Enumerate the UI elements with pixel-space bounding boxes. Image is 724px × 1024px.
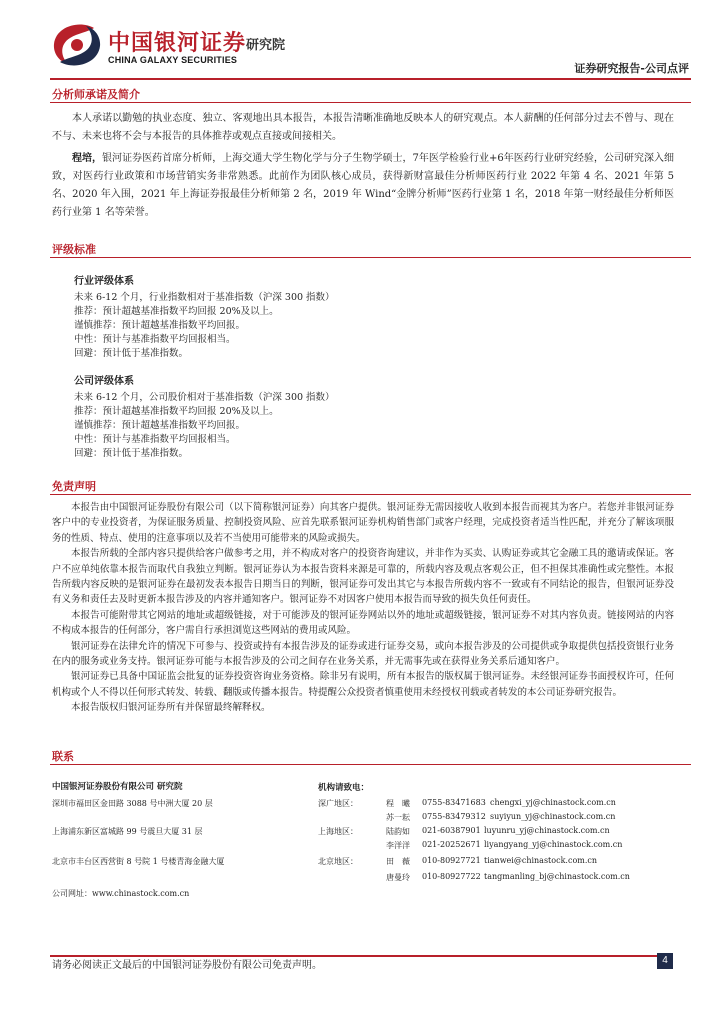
contact-name: 程 曦: [386, 799, 410, 808]
analyst-name: 程培，: [72, 153, 103, 164]
industry-rating-line: 推荐：预计超越基准指数平均回报 20%及以上。: [74, 306, 279, 317]
industry-rating-line: 中性：预计与基准指数平均回报相当。: [74, 334, 236, 345]
company-rating-line: 推荐：预计超越基准指数平均回报 20%及以上。: [74, 406, 279, 417]
company-rating-line: 谨慎推荐：预计超越基准指数平均回报。: [74, 420, 246, 431]
contact-phone: 0755-83479312: [422, 812, 486, 821]
region-beijing: 北京地区：: [318, 857, 358, 866]
company-website[interactable]: 公司网址：www.chinastock.com.cn: [52, 889, 190, 898]
industry-rating-title: 行业评级体系: [74, 276, 134, 287]
analyst-promise: 本人承诺以勤勉的执业态度、独立、客观地出具本报告，本报告清晰准确地反映本人的研究观点。本人薪酬的任何部分过去不曾与、现在不与、未来也将不会与本报告的具体推荐或观点直接或间接相关。: [52, 113, 674, 142]
industry-rating-line: 谨慎推荐：预计超越基准指数平均回报。: [74, 320, 246, 331]
contact-email[interactable]: suyiyun_yj@chinastock.com.cn: [490, 812, 616, 821]
contact-section-divider: [50, 764, 691, 765]
contact-email[interactable]: tianwei@chinastock.com.cn: [484, 856, 598, 865]
rating-section-divider: [50, 257, 691, 258]
analyst-section-title: 分析师承诺及简介: [52, 88, 140, 101]
logo-institute: 研究院: [246, 38, 286, 53]
address-beijing: 北京市丰台区西营街 8 号院 1 号楼青海金融大厦: [52, 857, 225, 866]
company-rating-title: 公司评级体系: [74, 376, 134, 387]
footer-disclaimer-note: 请务必阅读正文最后的中国银河证券股份有限公司免责声明。: [52, 960, 322, 971]
disclaimer-paragraph: 本报告版权归银河证券所有并保留最终解释权。: [71, 702, 271, 714]
address-shanghai: 上海浦东新区富城路 99 号震旦大厦 31 层: [52, 827, 203, 836]
rating-section-title: 评级标准: [52, 243, 96, 256]
industry-rating-line: 回避：预计低于基准指数。: [74, 348, 189, 359]
disclaimer-body: [52, 500, 674, 716]
disclaimer-paragraph: 本报告由中国银河证券股份有限公司（以下简称银河证券）向其客户提供。银河证券无需因接收人收到本报告而视其为客户。若您并非银河证券客户中的专业投资者，为保证服务质量、控制投资风险、应首先联系银河证券机构销售部门或客户经理，完成投资者适当性匹配，并充分了解该项服务的性质、特点、使用的注意事项以及若不当使用可能带来的风险或损失。: [52, 502, 674, 544]
contact-name: 陆韵如: [386, 827, 410, 836]
disclaimer-paragraph: 银河证券已具备中国证监会批复的证券投资咨询业务资格。除非另有说明，所有本报告的版权属于银河证券。未经银河证券书面授权许可，任何机构或个人不得以任何形式转发、转载、翻版或传播本报告。特提醒公众投资者慎重使用未经授权刊载或者转发的本公司证券研究报告。: [52, 671, 674, 698]
company-rating-block: [74, 375, 335, 461]
disclaimer-paragraph: 银河证券在法律允许的情况下可参与、投资或持有本报告涉及的证券或进行证券交易，或向本报告涉及的公司提供或争取提供包括投资银行业务在内的服务或业务支持。银河证券可能与本报告涉及的公司之间存在业务关系，并无需事先或在获得业务关系后通知客户。: [52, 640, 674, 668]
analyst-section-divider: [50, 102, 691, 103]
contact-phone: 010-80927721: [422, 856, 481, 865]
galaxy-logo-icon: [50, 22, 104, 68]
header-divider: [50, 78, 691, 80]
disclaimer-paragraph: 本报告所载的全部内容只提供给客户做参考之用，并不构成对客户的投资咨询建议，并非作为买卖、认购证券或其它金融工具的邀请或保证。客户不应单纯依靠本报告而取代自我独立判断。银河证券认为本报告资料来源是可靠的，所载内容及观点客观公正，但不担保其准确性或完整性。本报告所载内容反映的是银河证券在最初发表本报告日期当日的判断，银河证券可发出其它与本报告所载内容不一致或有不同结论的报告，但银河证券没有义务和责任去及时更新本报告涉及的内容并通知客户。银河证券不对因客户使用本报告而导致的损失负任何责任。: [52, 548, 674, 606]
contact-section-title: 联系: [52, 750, 74, 763]
analyst-bio: [52, 150, 674, 222]
disclaimer-section-divider: [50, 494, 691, 495]
logo-chinese-name: 中国银河证券: [108, 31, 247, 56]
address-shenzhen: 深圳市福田区金田路 3088 号中洲大厦 20 层: [52, 799, 213, 808]
contact-email[interactable]: chengxi_yj@chinastock.com.cn: [490, 798, 616, 807]
contact-name: 唐曼玲: [386, 873, 410, 882]
industry-rating-block: [74, 275, 335, 361]
company-rating-line: 回避：预计低于基准指数。: [74, 448, 189, 459]
contact-phone: 021-60387901: [422, 826, 481, 835]
contact-phone: 010-80927722: [422, 872, 481, 881]
contact-name: 苏一耘: [386, 813, 410, 822]
page-number: 4: [657, 953, 673, 969]
report-type: 证券研究报告-公司点评: [574, 62, 689, 75]
company-name: 中国银河证券股份有限公司 研究院: [52, 782, 183, 792]
contact-email[interactable]: luyunru_yj@chinastock.com.cn: [484, 826, 610, 835]
disclaimer-paragraph: 本报告可能附带其它网站的地址或超级链接，对于可能涉及的银河证券网站以外的地址或超级链接，银河证券不对其内容负责。链接网站的内容不构成本报告的任何部分，客户需自行承担浏览这些网站的费用或风险。: [52, 609, 674, 637]
company-rating-line: 未来 6-12 个月，公司股价相对于基准指数（沪深 300 指数）: [74, 392, 335, 403]
industry-rating-line: 未来 6-12 个月，行业指数相对于基准指数（沪深 300 指数）: [74, 292, 335, 303]
contact-email[interactable]: liyangyang_yj@chinastock.com.cn: [484, 840, 623, 849]
disclaimer-section-title: 免责声明: [52, 480, 96, 493]
region-shanghai: 上海地区：: [318, 827, 358, 836]
region-shenzhen: 深广地区：: [318, 799, 358, 808]
contact-phone: 0755-83471683: [422, 798, 486, 807]
company-address-block: [52, 781, 182, 793]
sales-contact-title: 机构请致电：: [318, 783, 370, 793]
company-rating-line: 中性：预计与基准指数平均回报相当。: [74, 434, 236, 445]
contact-name: 李洋洋: [386, 841, 410, 850]
contact-name: 田 薇: [386, 857, 410, 866]
analyst-bio-text: 银河证券医药首席分析师，上海交通大学生物化学与分子生物学硕士，7年医学检验行业+6年医药行业研究经验，公司研究深入细致，对医药行业政策和市场营销实务非常熟悉。此前作为团队核心成员，获得新财富最佳分析师医药行业 2022 年第 4 名、2021 年第 5 名、2020 年入围，2021 年上海证券报最佳分析师第 2 名，2019 年 Wind“金牌分析师”医药行业第 1 名，2018 年第一财经最佳分析师医药行业第 1 名等荣誉。: [52, 153, 674, 218]
contact-email[interactable]: tangmanling_bj@chinastock.com.cn: [484, 872, 630, 881]
company-logo: [50, 22, 300, 68]
contact-phone: 021-20252671: [422, 840, 481, 849]
logo-english-name: CHINA GALAXY SECURITIES: [108, 55, 238, 65]
